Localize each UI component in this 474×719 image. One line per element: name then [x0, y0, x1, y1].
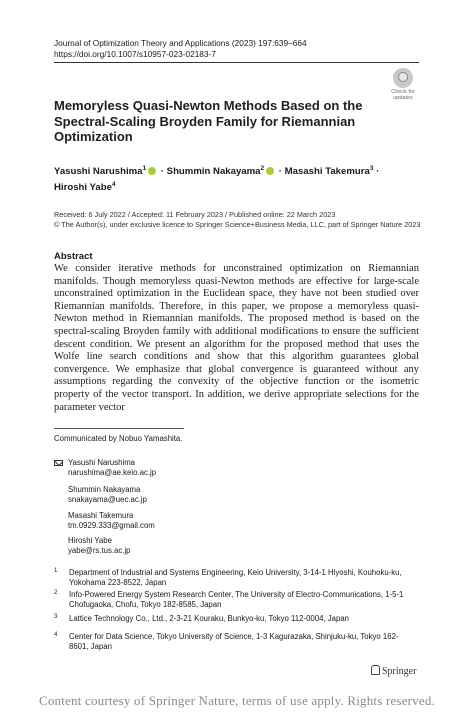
check-updates-icon — [393, 68, 413, 88]
dates-line: Received: 6 July 2022 / Accepted: 11 February 2023 / Published online: 22 March 2023 — [54, 210, 336, 219]
publication-history — [54, 210, 424, 230]
affiliation-text: Department of Industrial and Systems Engineering, Keio University, 3-14-1 Hiyoshi, Kouhoku-ku, Yokohama 223-8522, Japan — [69, 568, 402, 588]
correspondence-entry — [68, 485, 147, 505]
orcid-icon[interactable] — [148, 167, 156, 175]
author-contact-name: Hiroshi Yabe — [68, 536, 112, 545]
author-name[interactable]: Masashi Takemura — [284, 166, 370, 178]
email-link[interactable]: tm.0929.333@gmail.com — [68, 521, 155, 531]
author-contact-name: Shummin Nakayama — [68, 485, 141, 494]
courtesy-footer: Content courtesy of Springer Nature, terms of use apply. Rights reserved. — [38, 693, 436, 708]
copyright-line: © The Author(s), under exclusive licence to Springer Science+Business Media, LLC, part of Springer Nature 2023 — [54, 220, 421, 229]
footnote-divider — [54, 428, 184, 429]
author-name[interactable]: Hiroshi Yabe — [54, 182, 112, 194]
author-list: Yasushi Narushima$^1$ · Shummin Nakayama$^2$ · Masashi Takemura$^3$ · Hiroshi Yabe$^4$ — [54, 165, 380, 194]
affiliation-number: 2 — [54, 590, 58, 596]
corresponding-author-name: Yasushi Narushima — [68, 458, 136, 467]
affiliation-text: Info-Powered Energy System Research Center, The University of Electro-Communications, 1-5-1 Chofugaoka, Chofu, Tokyo 182-8585, Japan — [69, 590, 404, 610]
author-contact-name: Masashi Takemura — [68, 511, 134, 520]
correspondence-entry — [68, 458, 156, 478]
correspondence-entry — [68, 536, 131, 556]
author-affiliation-mark: 2 — [260, 165, 265, 172]
email-link[interactable]: snakayama@uec.ac.jp — [68, 495, 147, 505]
author-affiliation-mark: 1 — [142, 165, 147, 172]
journal-citation: Journal of Optimization Theory and Applications (2023) 197:639–664 — [54, 38, 307, 48]
author-name[interactable]: Shummin Nakayama — [166, 166, 261, 178]
doi-link[interactable]: https://doi.org/10.1007/s10957-023-02183-7 — [54, 48, 216, 59]
article-title: Memoryless Quasi-Newton Methods Based on the Spectral-Scaling Broyden Family for Riemannian Optimization — [54, 98, 363, 144]
affiliation-text: Lattice Technology Co., Ltd., 2-3-21 Kouraku, Bunkyo-ku, Tokyo 112-0004, Japan — [69, 614, 349, 623]
email-link[interactable]: yabe@rs.tus.ac.jp — [68, 546, 131, 556]
affiliation-number: 3 — [54, 614, 58, 620]
abstract-heading: Abstract — [54, 251, 93, 262]
affiliation-number: 4 — [54, 632, 58, 638]
communicated-by: Communicated by Nobuo Yamashita. — [54, 434, 183, 443]
affiliation-text: Center for Data Science, Tokyo University of Science, 1-3 Kagurazaka, Shinjuku-ku, Tokyo 162-8601, Japan — [69, 632, 399, 652]
author-name[interactable]: Yasushi Narushima — [54, 166, 143, 178]
email-link[interactable]: narushima@ae.keio.ac.jp — [68, 468, 157, 478]
correspondence-entry — [68, 511, 155, 531]
author-affiliation-mark: 4 — [111, 181, 116, 189]
author-affiliation-mark: 3 — [369, 165, 374, 172]
orcid-icon[interactable] — [266, 167, 274, 175]
journal-header — [54, 38, 307, 59]
abstract-text: We consider iterative methods for unconstrained optimization on Riemannian manifolds. Though memoryless quasi-Newton methods are effective for large-scale unconstrained optimization in the Euclidean space, they have not been studied over Riemannian manifolds. Therefore, in this paper, we propose a memoryless quasi-Newton method in Riemannian manifolds. The proposed method is based on the spectral-scaling Broyden family with additional modifications to ensure the sufficient descent condition. We present an algorithm for the proposed method that uses the Wolfe line search conditions and show that this algorithm guarantees global convergence. We emphasize that global convergence is guaranteed without any assumptions regarding the convexity of the objective function or the isometric property of the vector transport. In addition, we derive appropriate selections for the parameter vector — [54, 263, 419, 413]
publisher-logo — [371, 665, 416, 677]
check-updates-label: Check for updates — [391, 89, 415, 101]
check-for-updates-badge[interactable] — [386, 68, 420, 102]
publisher-name: Springer — [382, 666, 417, 677]
affiliation-number: 1 — [54, 568, 58, 574]
header-divider — [54, 62, 419, 63]
springer-horse-icon — [371, 665, 380, 675]
mail-icon — [54, 460, 63, 466]
